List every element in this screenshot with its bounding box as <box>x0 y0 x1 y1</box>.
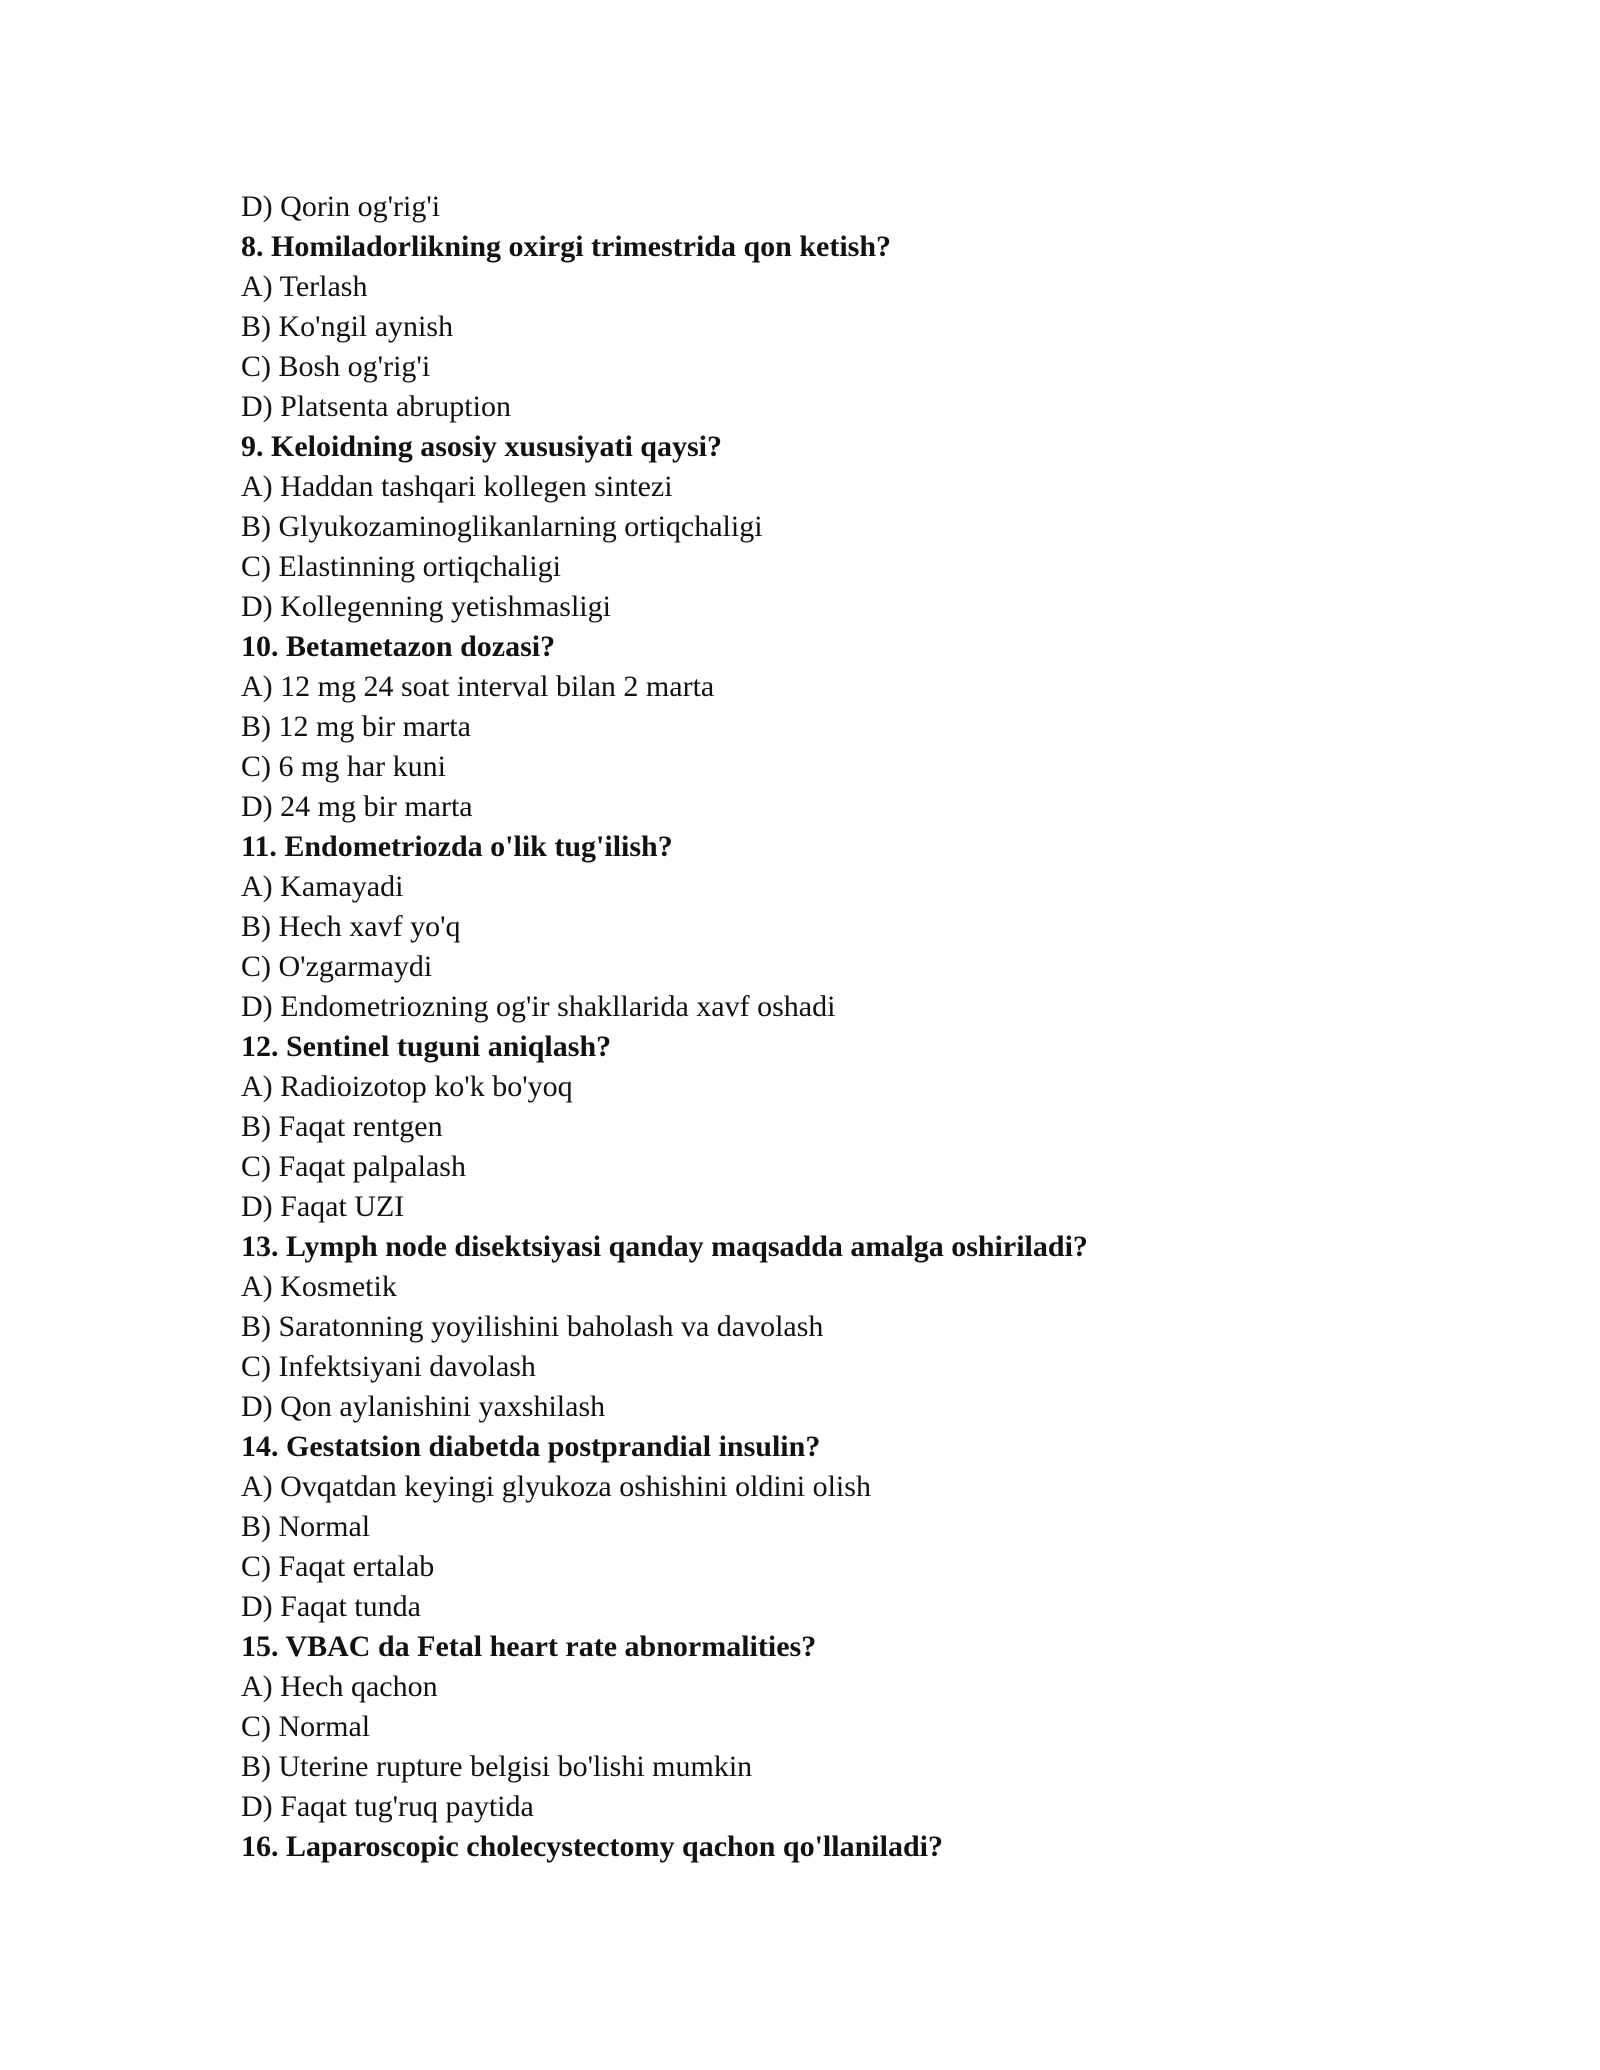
answer-option: A) Kamayadi <box>241 870 404 903</box>
answer-option: D) Endometriozning og'ir shakllarida xavf oshadi <box>241 990 836 1023</box>
question-heading: 14. Gestatsion diabetda postprandial insulin? <box>241 1430 821 1463</box>
answer-option: D) Faqat tunda <box>241 1590 421 1623</box>
answer-option: B) Faqat rentgen <box>241 1110 443 1143</box>
answer-option: D) 24 mg bir marta <box>241 790 473 823</box>
document-body <box>241 187 1441 1867</box>
answer-option: A) Haddan tashqari kollegen sintezi <box>241 470 673 503</box>
answer-option: C) Infektsiyani davolash <box>241 1350 536 1383</box>
answer-option: C) Faqat palpalash <box>241 1150 466 1183</box>
question-heading: 12. Sentinel tuguni aniqlash? <box>241 1030 612 1063</box>
answer-option: A) Ovqatdan keyingi glyukoza oshishini oldini olish <box>241 1470 871 1503</box>
answer-option: A) Radioizotop ko'k bo'yoq <box>241 1070 573 1103</box>
answer-option: B) Glyukozaminoglikanlarning ortiqchaligi <box>241 510 763 543</box>
answer-option: B) Uterine rupture belgisi bo'lishi mumkin <box>241 1750 753 1783</box>
answer-option: C) 6 mg har kuni <box>241 750 446 783</box>
answer-option: A) Hech qachon <box>241 1670 438 1703</box>
answer-option: A) 12 mg 24 soat interval bilan 2 marta <box>241 670 715 703</box>
answer-option: A) Terlash <box>241 270 368 303</box>
answer-option: D) Qon aylanishini yaxshilash <box>241 1390 606 1423</box>
question-heading: 10. Betametazon dozasi? <box>241 630 556 663</box>
answer-option: B) Ko'ngil aynish <box>241 310 454 343</box>
question-heading: 8. Homiladorlikning oxirgi trimestrida qon ketish? <box>241 230 892 263</box>
answer-option: D) Qorin og'rig'i <box>241 190 441 223</box>
question-heading: 9. Keloidning asosiy xususiyati qaysi? <box>241 430 722 463</box>
answer-option: D) Platsenta abruption <box>241 390 511 423</box>
answer-option: C) Bosh og'rig'i <box>241 350 431 383</box>
question-heading: 11. Endometriozda o'lik tug'ilish? <box>241 830 673 863</box>
question-heading: 16. Laparoscopic cholecystectomy qachon qo'llaniladi? <box>241 1830 943 1863</box>
question-heading: 15. VBAC da Fetal heart rate abnormalities? <box>241 1630 817 1663</box>
answer-option: B) Saratonning yoyilishini baholash va davolash <box>241 1310 824 1343</box>
answer-option: A) Kosmetik <box>241 1270 397 1303</box>
question-heading: 13. Lymph node disektsiyasi qanday maqsadda amalga oshiriladi? <box>241 1230 1088 1263</box>
answer-option: C) Normal <box>241 1710 371 1743</box>
answer-option: C) Elastinning ortiqchaligi <box>241 550 561 583</box>
answer-option: B) Hech xavf yo'q <box>241 910 461 943</box>
answer-option: D) Faqat UZI <box>241 1190 405 1223</box>
answer-option: C) O'zgarmaydi <box>241 950 433 983</box>
answer-option: D) Kollegenning yetishmasligi <box>241 590 611 623</box>
answer-option: B) Normal <box>241 1510 371 1543</box>
answer-option: B) 12 mg bir marta <box>241 710 471 743</box>
answer-option: D) Faqat tug'ruq paytida <box>241 1790 534 1823</box>
answer-option: C) Faqat ertalab <box>241 1550 435 1583</box>
